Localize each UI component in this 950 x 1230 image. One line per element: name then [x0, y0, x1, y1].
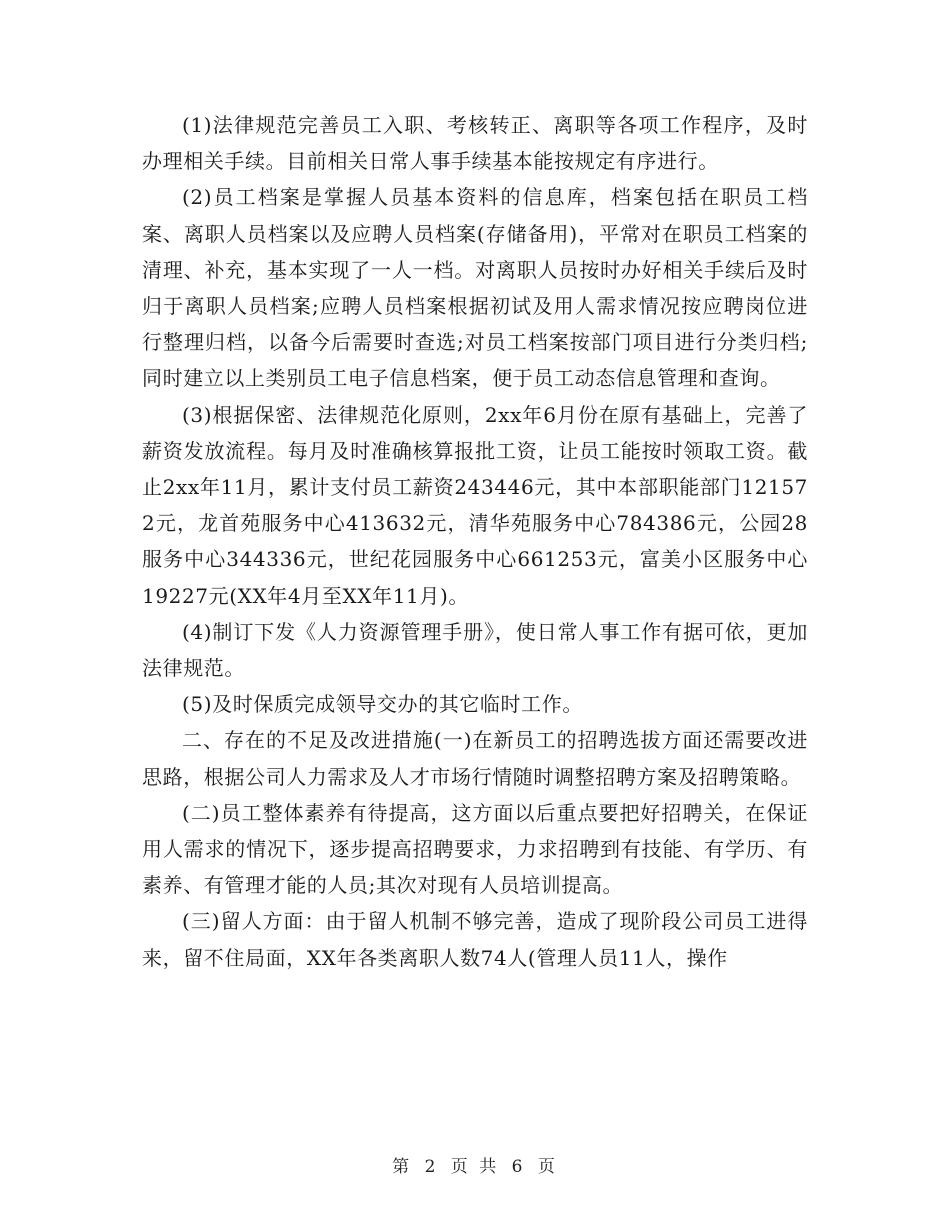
paragraph-archives: (2)员工档案是掌握人员基本资料的信息库，档案包括在职员工档案、离职人员档案以及应聘人员档案(存储备用)，平常对在职员工档案的清理、补充，基本实现了一人一档。对离职人员按时办好相关手续后及时归于离职人员档案;应聘人员档案根据初试及用人需求情况按应聘岗位进行整理归档，以备今后需要时查选;对员工档案按部门项目进行分类归档;同时建立以上类别员工电子信息档案，便于员工动态信息管理和查询。: [142, 185, 808, 391]
paragraph-payroll: (3)根据保密、法律规范化原则，2xx年6月份在原有基础上，完善了薪资发放流程。每月及时准确核算报批工资，让员工能按时领取工资。截止2xx年11月，累计支付员工薪资243446元，其中本部职能部门121572元，龙首苑服务中心413632元，清华苑服务中心784386元，公园28服务中心344336元，世纪花园服务中心661253元，富美小区服务中心19227元(XX年4月至XX年11月)。: [142, 402, 808, 608]
paragraph-temporary-work: (5)及时保质完成领导交办的其它临时工作。: [182, 692, 583, 717]
footer-mid: 页 共: [450, 1157, 500, 1177]
paragraph-onboarding: (1)法律规范完善员工入职、考核转正、离职等各项工作程序，及时办理相关手续。目前相关日常人事手续基本能按规定有序进行。: [142, 113, 808, 174]
paragraph-shortcomings-recruitment: 二、存在的不足及改进措施(一)在新员工的招聘选拔方面还需要改进思路，根据公司人力需求及人才市场行情随时调整招聘方案及招聘策略。: [142, 728, 808, 789]
footer-current-page: 2: [424, 1157, 439, 1177]
paragraph-hr-manual: (4)制订下发《人力资源管理手册》，使日常人事工作有据可依，更加法律规范。: [142, 619, 808, 681]
document-body: [142, 107, 808, 976]
paragraph-retention: (三)留人方面：由于留人机制不够完善，造成了现阶段公司员工进得来，留不住局面，XX年各类离职人数74人(管理人员11人，操作: [142, 909, 808, 970]
footer-total-pages: 6: [511, 1157, 526, 1177]
paragraph-staff-quality: (二)员工整体素养有待提高，这方面以后重点要把好招聘关，在保证用人需求的情况下，逐步提高招聘要求，力求招聘到有技能、有学历、有素养、有管理才能的人员;其次对现有人员培训提高。: [142, 800, 808, 898]
footer-prefix: 第: [392, 1157, 413, 1177]
footer-suffix: 页: [537, 1157, 558, 1177]
page-footer: [0, 1152, 950, 1177]
